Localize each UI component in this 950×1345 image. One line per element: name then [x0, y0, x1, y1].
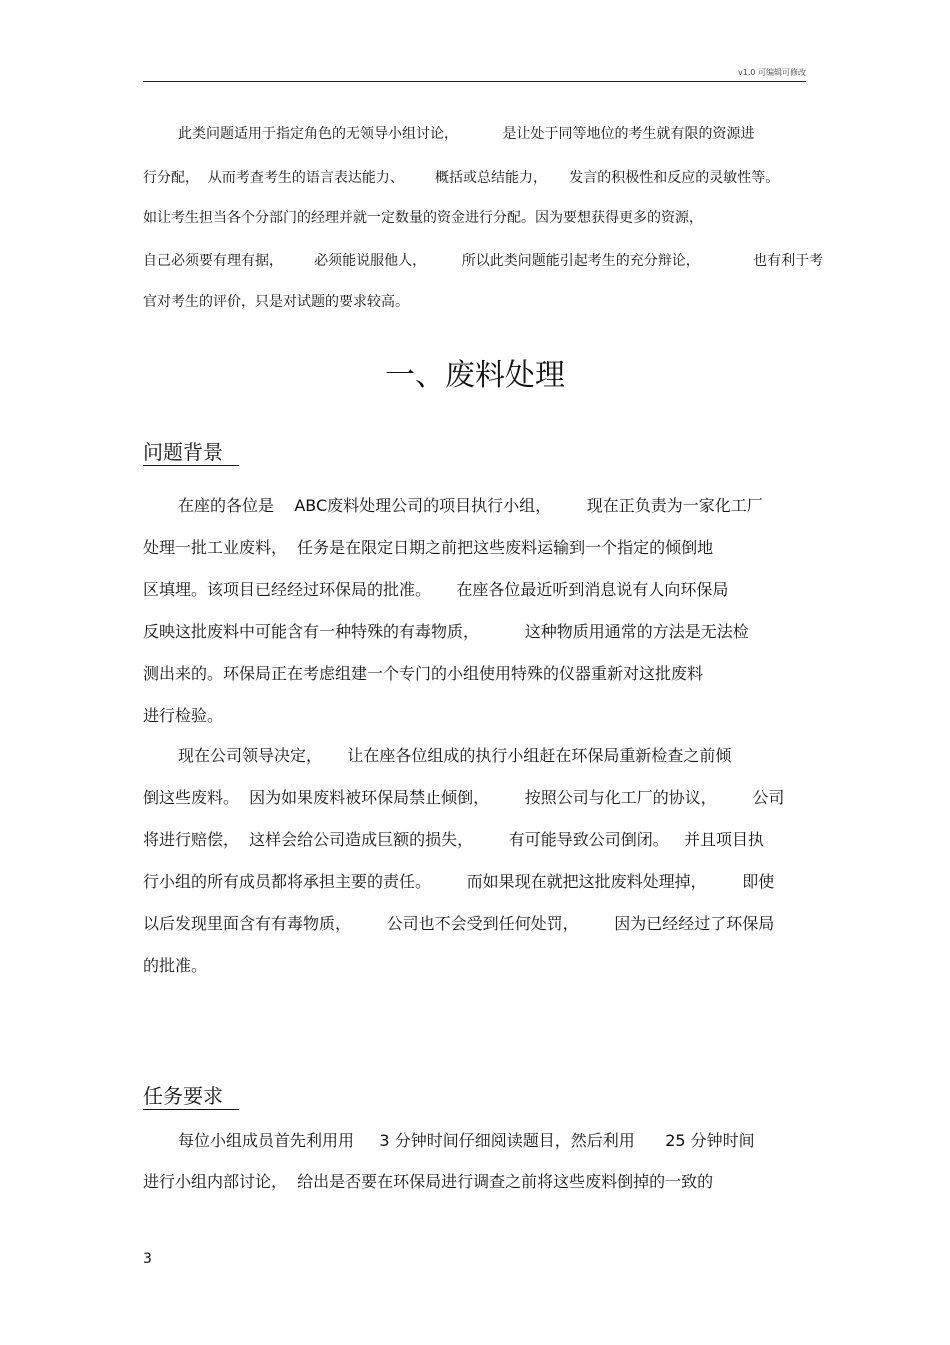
body-line: 行小组的所有成员都将承担主要的责任。 而如果现在就把这批废料处理掉， 即使 [143, 872, 775, 891]
body-line: 进行检验。 [143, 706, 224, 725]
intro-line: 如让考生担当各个分部门的经理并就一定数量的资金进行分配。因为要想获得更多的资源， [143, 210, 703, 226]
body-line: 处理一批工业废料， 任务是在限定日期之前把这些废料运输到一个指定的倾倒地 [143, 538, 714, 557]
body-line: 每位小组成员首先利用用 3 分钟时间仔细阅读题目，然后利用 25 分钟时间 [178, 1131, 755, 1150]
body-line: 的批准。 [143, 956, 208, 975]
intro-line: 行分配， 从而考查考生的语言表达能力、 概括或总结能力， 发言的积极性和反应的灵敏性等。 [143, 170, 780, 186]
page-title: 一、废料处理 [385, 358, 565, 393]
background-heading: 问题背景 [143, 440, 223, 464]
body-line: 倒这些废料。 因为如果废料被环保局禁止倾倒， 按照公司与化工厂的协议， 公司 [143, 788, 785, 807]
intro-line: 官对考生的评价，只是对试题的要求较高。 [143, 294, 409, 310]
body-line: 将进行赔偿， 这样会给公司造成巨额的损失， 有可能导致公司倒闭。 并且项目执 [143, 830, 765, 849]
body-line: 在座的各位是 ABC废料处理公司的项目执行小组， 现在正负责为一家化工厂 [178, 496, 763, 515]
background-heading-underline [143, 465, 239, 466]
task-heading-underline [143, 1109, 239, 1110]
body-line: 现在公司领导决定， 让在座各位组成的执行小组赶在环保局重新检查之前倾 [178, 746, 732, 765]
body-line: 测出来的。环保局正在考虑组建一个专门的小组使用特殊的仪器重新对这批废料 [143, 664, 704, 683]
intro-line: 此类问题适用于指定角色的无领导小组讨论， 是让处于同等地位的考生就有限的资源进 [178, 126, 755, 142]
task-heading: 任务要求 [143, 1084, 223, 1108]
body-line: 反映这批废料中可能含有一种特殊的有毒物质， 这种物质用通常的方法是无法检 [143, 622, 749, 641]
body-line: 区填埋。该项目已经经过环保局的批准。 在座各位最近听到消息说有人向环保局 [143, 580, 729, 599]
page-number: 3 [143, 1251, 152, 1267]
header-version-text: v1.0 可编辑可修改 [738, 68, 806, 77]
body-line: 进行小组内部讨论， 给出是否要在环保局进行调查之前将这些废料倒掉的一致的 [143, 1172, 714, 1191]
body-line: 以后发现里面含有有毒物质， 公司也不会受到任何处罚， 因为已经经过了环保局 [143, 914, 775, 933]
header-divider [143, 81, 806, 82]
intro-line: 自己必须要有理有据， 必须能说服他人， 所以此类问题能引起考生的充分辩论， 也有利于考 [143, 253, 824, 269]
